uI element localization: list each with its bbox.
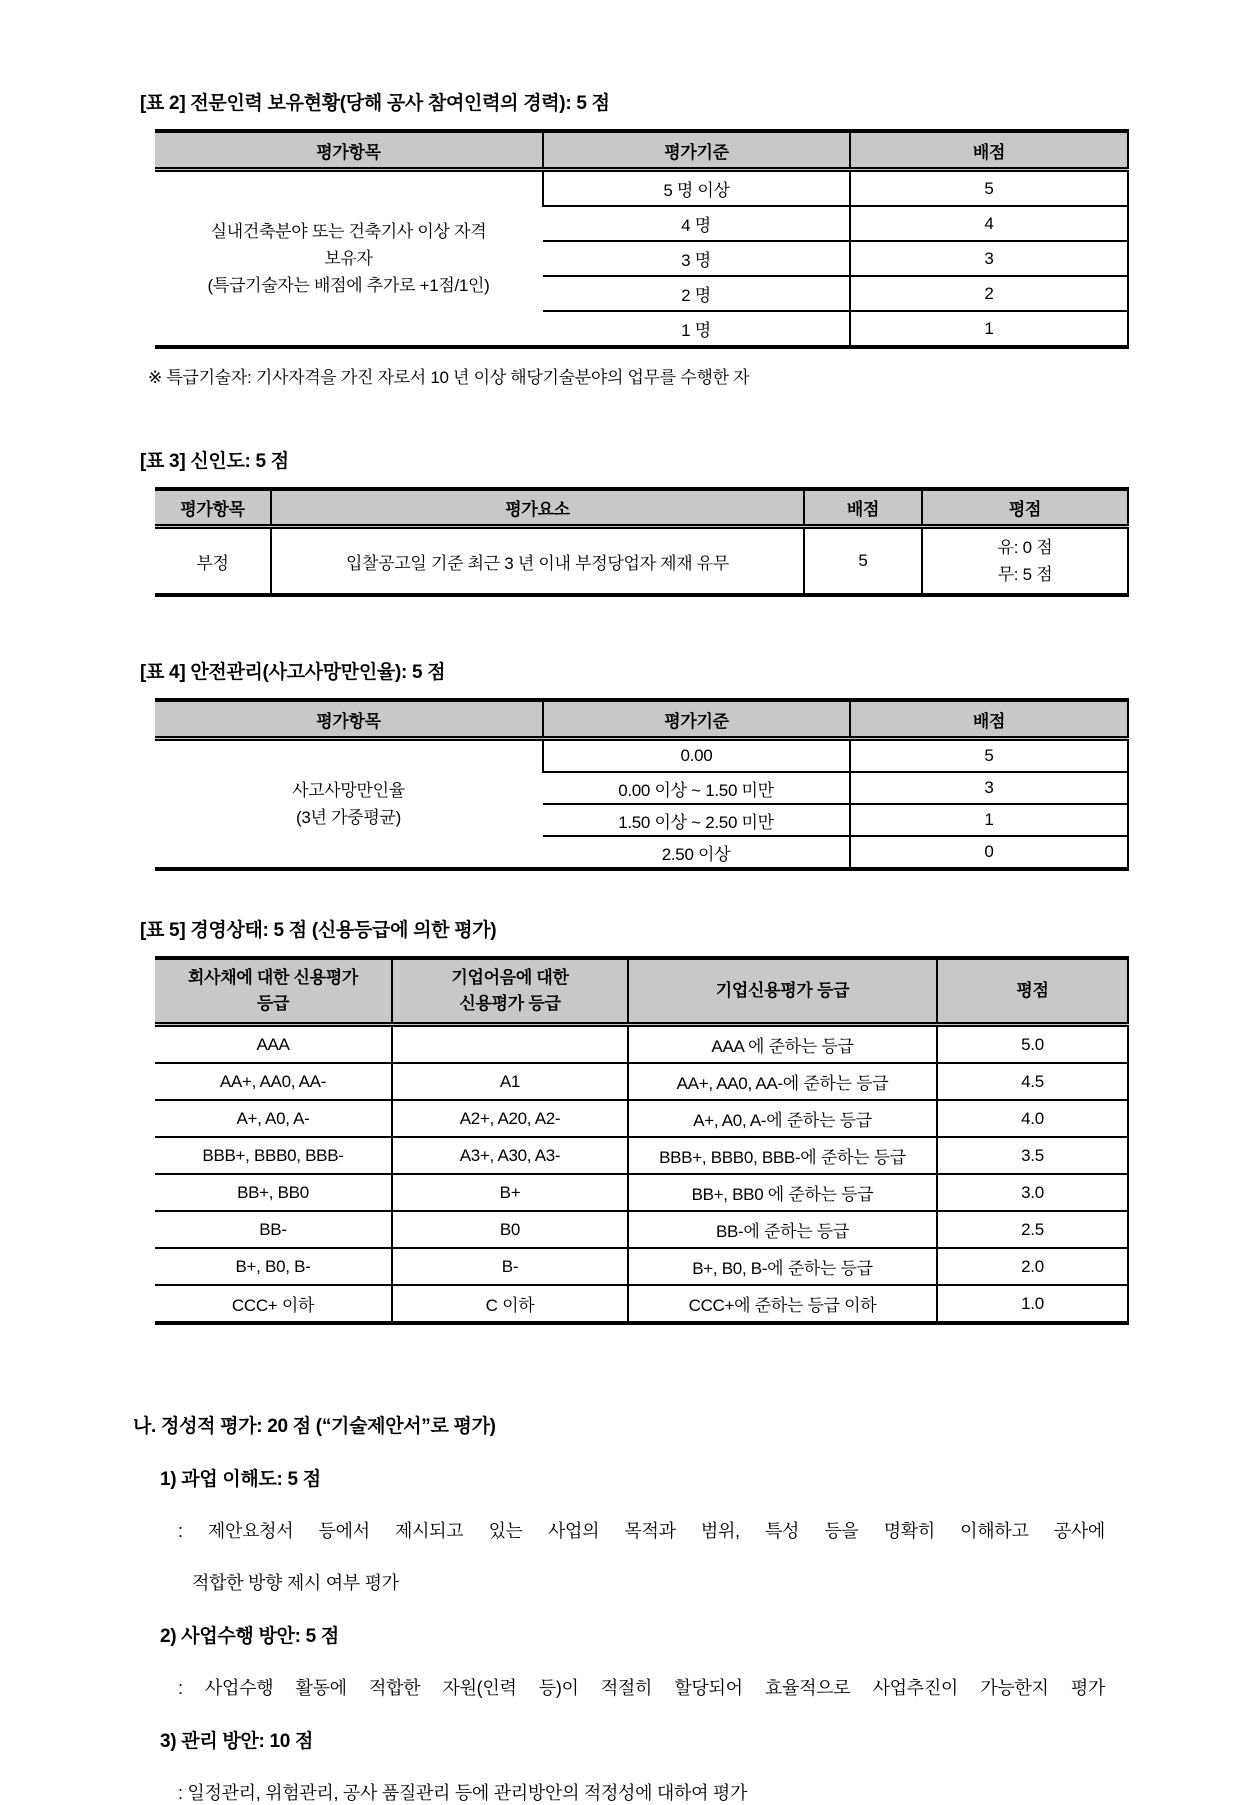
table-row	[155, 1174, 1128, 1211]
table3-points-cell: 5	[804, 527, 922, 596]
table5	[155, 956, 1129, 1325]
table5-header-row	[155, 958, 1128, 1025]
table5-rating-cell: 2.5	[937, 1211, 1128, 1248]
table4-header-row	[155, 700, 1128, 739]
table5-bond-cell: B+, B0, B-	[155, 1248, 392, 1285]
table5-corp-cell: AA+, AA0, AA-에 준하는 등급	[628, 1063, 937, 1100]
table3	[155, 487, 1129, 597]
section-item2-label: 2) 사업수행 방안: 5 점	[160, 1626, 339, 1647]
table2-title: [표 2] 전문인력 보유현황(당해 공사 참여인력의 경력): 5 점	[140, 93, 610, 114]
table5-rating-cell: 5.0	[937, 1025, 1128, 1064]
table5-corp-cell: BB+, BB0 에 준하는 등급	[628, 1174, 937, 1211]
table2-item-line3: (특급기술자는 배점에 추가로 +1점/1인)	[207, 276, 490, 295]
section-item3-label: 3) 관리 방안: 10 점	[160, 1731, 314, 1752]
table5-cp-cell: A1	[392, 1063, 628, 1100]
table2-header-criteria: 평가기준	[543, 131, 850, 170]
table3-header-item: 평가항목	[155, 489, 271, 527]
table4-title: [표 4] 안전관리(사고사망만인율): 5 점	[140, 662, 446, 683]
table2-points-cell: 5	[850, 170, 1128, 207]
table4-criteria-cell: 2.50 이상	[543, 836, 850, 869]
table3-title: [표 3] 신인도: 5 점	[140, 451, 289, 472]
table5-cp-cell: B0	[392, 1211, 628, 1248]
table5-header-corp: 기업신용평가 등급	[628, 958, 937, 1025]
section-item1-desc-line2: 적합한 방향 제시 여부 평가	[192, 1573, 399, 1593]
table2-item-cell	[155, 170, 543, 348]
table-row	[155, 1100, 1128, 1137]
table3-factor-cell: 입찰공고일 기준 최근 3 년 이내 부정당업자 제재 유무	[271, 527, 804, 596]
table5-corp-cell: BB-에 준하는 등급	[628, 1211, 937, 1248]
table2-header-row	[155, 131, 1128, 170]
table-row	[155, 170, 1128, 207]
table4-item-line2: (3년 가중평균)	[296, 808, 401, 827]
table2-criteria-cell: 4 명	[543, 206, 850, 241]
table4-criteria-cell: 0.00 이상 ~ 1.50 미만	[543, 772, 850, 804]
table4-points-cell: 3	[850, 772, 1128, 804]
section-heading: 나. 정성적 평가: 20 점 (“기술제안서”로 평가)	[133, 1416, 496, 1437]
table-row	[155, 739, 1128, 773]
section-item2-desc-line1: : 사업수행 활동에 적합한 자원(인력 등)이 적절히 할당되어 효율적으로 사업추진이 가능한지 평가	[178, 1678, 1105, 1698]
table4-item-line1: 사고사망만인율	[292, 781, 405, 800]
table2-points-cell: 2	[850, 276, 1128, 311]
section-item3-desc-line1: : 일정관리, 위험관리, 공사 품질관리 등에 관리방안의 적정성에 대하여 평가	[178, 1783, 748, 1803]
table2-criteria-cell: 1 명	[543, 311, 850, 347]
table-row	[155, 1025, 1128, 1064]
table4	[155, 698, 1129, 871]
table2-item-line1: 실내건축분야 또는 건축기사 이상 자격	[210, 222, 487, 241]
table5-corp-cell: A+, A0, A-에 준하는 등급	[628, 1100, 937, 1137]
table5-bond-cell: BB+, BB0	[155, 1174, 392, 1211]
table2-points-cell: 4	[850, 206, 1128, 241]
section-item1-label: 1) 과업 이해도: 5 점	[160, 1469, 321, 1490]
table3-rating-line1: 유: 0 점	[997, 538, 1053, 557]
table2-footnote: ※ 특급기술자: 기사자격을 가진 자로서 10 년 이상 해당기술분야의 업무를 수행한 자	[148, 368, 750, 387]
table3-header-factor: 평가요소	[271, 489, 804, 527]
table4-criteria-cell: 0.00	[543, 739, 850, 773]
table5-corp-cell: BBB+, BBB0, BBB-에 준하는 등급	[628, 1137, 937, 1174]
table3-header-rating: 평점	[922, 489, 1128, 527]
table2-criteria-cell: 2 명	[543, 276, 850, 311]
table-row	[155, 1211, 1128, 1248]
table2-criteria-cell: 3 명	[543, 241, 850, 276]
table4-points-cell: 5	[850, 739, 1128, 773]
table4-points-cell: 0	[850, 836, 1128, 869]
table-row	[155, 527, 1128, 596]
table2	[155, 129, 1129, 349]
table3-rating-line2: 무: 5 점	[997, 565, 1053, 584]
table5-cp-cell: A3+, A30, A3-	[392, 1137, 628, 1174]
table5-corp-cell: AAA 에 준하는 등급	[628, 1025, 937, 1064]
table4-item-cell	[155, 739, 543, 870]
table2-points-cell: 1	[850, 311, 1128, 347]
table5-cp-cell: B+	[392, 1174, 628, 1211]
table3-rating-cell	[922, 527, 1128, 596]
table4-points-cell: 1	[850, 804, 1128, 836]
table5-cp-cell: A2+, A20, A2-	[392, 1100, 628, 1137]
table2-header-points: 배점	[850, 131, 1128, 170]
table-row	[155, 1063, 1128, 1100]
table2-points-cell: 3	[850, 241, 1128, 276]
table5-header-cp	[392, 958, 628, 1025]
table3-header-points: 배점	[804, 489, 922, 527]
table5-header-cp-line2: 신용평가 등급	[459, 994, 561, 1013]
table2-item-line2: 보유자	[324, 249, 373, 268]
table5-bond-cell: A+, A0, A-	[155, 1100, 392, 1137]
table-row	[155, 1285, 1128, 1323]
table5-bond-cell: CCC+ 이하	[155, 1285, 392, 1323]
table4-criteria-cell: 1.50 이상 ~ 2.50 미만	[543, 804, 850, 836]
table2-header-item: 평가항목	[155, 131, 543, 170]
table5-rating-cell: 4.0	[937, 1100, 1128, 1137]
table5-rating-cell: 3.5	[937, 1137, 1128, 1174]
table5-bond-cell: AA+, AA0, AA-	[155, 1063, 392, 1100]
table5-header-bond-line2: 등급	[256, 994, 290, 1013]
table3-item-cell: 부정	[196, 553, 229, 573]
section-item1-desc-line1: : 제안요청서 등에서 제시되고 있는 사업의 목적과 범위, 특성 등을 명확히 이해하고 공사에	[178, 1521, 1105, 1541]
table4-header-criteria: 평가기준	[543, 700, 850, 739]
table5-cp-cell: C 이하	[392, 1285, 628, 1323]
table5-rating-cell: 3.0	[937, 1174, 1128, 1211]
qualitative-section	[0, 1411, 1241, 1805]
table3-header-row	[155, 489, 1128, 527]
table5-title: [표 5] 경영상태: 5 점 (신용등급에 의한 평가)	[140, 920, 497, 941]
table5-header-rating: 평점	[937, 958, 1128, 1025]
table5-cp-cell: B-	[392, 1248, 628, 1285]
table5-bond-cell: AAA	[256, 1034, 290, 1054]
table5-header-cp-line1: 기업어음에 대한	[451, 968, 569, 987]
table5-corp-cell: CCC+에 준하는 등급 이하	[628, 1285, 937, 1323]
table5-header-bond-line1: 회사채에 대한 신용평가	[187, 968, 359, 987]
table-row	[155, 1248, 1128, 1285]
table2-criteria-cell: 5 명 이상	[543, 170, 850, 207]
table4-header-item: 평가항목	[155, 700, 543, 739]
table5-bond-cell: BB-	[155, 1211, 392, 1248]
table5-cp-cell	[392, 1025, 628, 1064]
table5-rating-cell: 4.5	[937, 1063, 1128, 1100]
table5-corp-cell: B+, B0, B-에 준하는 등급	[628, 1248, 937, 1285]
table5-bond-cell: BBB+, BBB0, BBB-	[155, 1137, 392, 1174]
table5-rating-cell: 1.0	[937, 1285, 1128, 1323]
table5-rating-cell: 2.0	[937, 1248, 1128, 1285]
table-row	[155, 1137, 1128, 1174]
table5-header-bond	[155, 958, 392, 1025]
table4-header-points: 배점	[850, 700, 1128, 739]
